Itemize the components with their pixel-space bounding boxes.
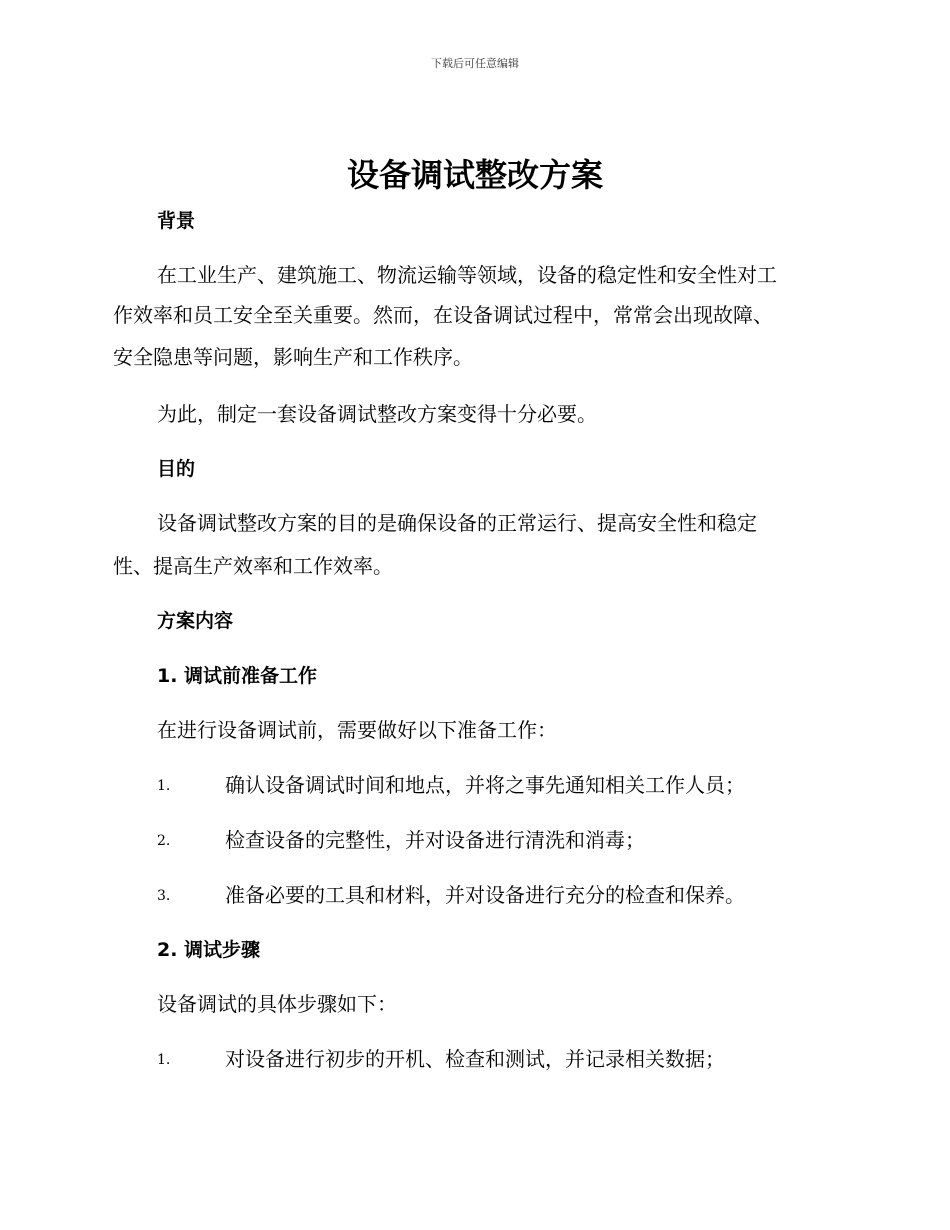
prep-item-3-number: 3. [157, 888, 171, 904]
steps-intro: 设备调试的具体步骤如下： [157, 992, 397, 1016]
purpose-paragraph-line-1: 设备调试整改方案的目的是确保设备的正常运行、提高安全性和稳定 [157, 511, 757, 535]
prep-item-2-text: 检查设备的完整性，并对设备进行清洗和消毒； [225, 828, 645, 852]
background-paragraph-2: 为此，制定一套设备调试整改方案变得十分必要。 [157, 402, 597, 426]
background-paragraph-line-1: 在工业生产、建筑施工、物流运输等领域，设备的稳定性和安全性对工 [157, 263, 777, 287]
section-heading-content: 方案内容 [157, 610, 234, 632]
steps-item-1-number: 1. [157, 1052, 171, 1068]
background-paragraph-line-2: 作效率和员工安全至关重要。然而，在设备调试过程中，常常会出现故障、 [113, 303, 773, 327]
prep-intro: 在进行设备调试前，需要做好以下准备工作： [157, 718, 557, 742]
purpose-paragraph-line-2: 性、提高生产效率和工作效率。 [113, 554, 393, 578]
subsection-heading-prep: 1. 调试前准备工作 [157, 665, 318, 687]
prep-item-2-number: 2. [157, 833, 171, 849]
prep-item-3-text: 准备必要的工具和材料，并对设备进行充分的检查和保养。 [225, 883, 745, 907]
section-heading-background: 背景 [157, 210, 196, 232]
prep-item-1-text: 确认设备调试时间和地点，并将之事先通知相关工作人员； [225, 773, 745, 797]
subsection-heading-steps: 2. 调试步骤 [157, 939, 261, 961]
page-header-note: 下载后可任意编辑 [431, 57, 519, 70]
document-title: 设备调试整改方案 [346, 156, 603, 194]
prep-item-1-number: 1. [157, 778, 171, 794]
background-paragraph-line-3: 安全隐患等问题，影响生产和工作秩序。 [113, 345, 473, 369]
steps-item-1-text: 对设备进行初步的开机、检查和测试，并记录相关数据； [225, 1047, 725, 1071]
section-heading-purpose: 目的 [157, 458, 196, 480]
